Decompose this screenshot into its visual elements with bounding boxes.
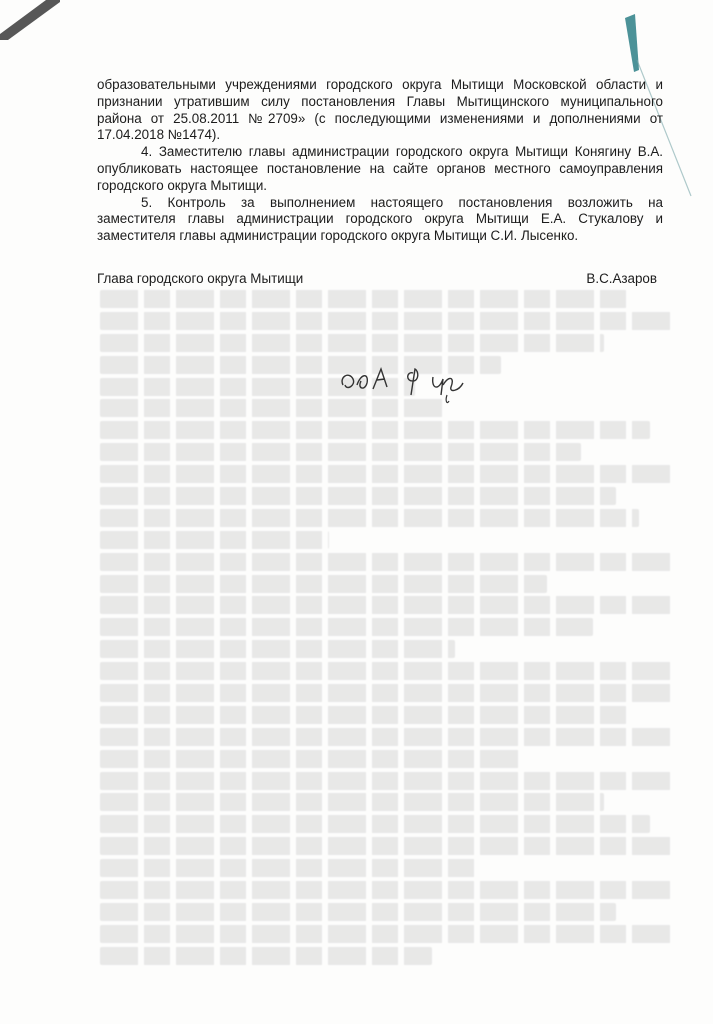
paragraph-continuation: образовательными учреждениями городского округа Мытищи Московской области и признании утратившим силу постановления Главы Мытищинского муниципального района от 25.08.2011 №2709» (с последующими изменениями и дополнениями от 17.04.2018 №1474). [97, 77, 663, 143]
document-body [97, 77, 663, 245]
signatory-position: Глава городского округа Мытищи [97, 271, 304, 286]
signature-block [97, 271, 657, 286]
paragraph-item-5: 5. Контроль за выполнением настоящего постановления возложить на заместителя главы администрации городского округа Мытищи Е.А. Стукалову и заместителя главы администрации городского округа Мытищи С.И. Лысенко. [97, 194, 663, 244]
paragraph-item-4: 4. Заместителю главы администрации городского округа Мытищи Конягину В.А. опубликовать настоящее постановление на сайте органов местного самоуправления городского округа Мытищи. [97, 144, 663, 193]
handwritten-signature [335, 355, 485, 415]
signatory-name: В.С.Азаров [586, 271, 657, 286]
scan-corner-mark [0, 0, 60, 40]
